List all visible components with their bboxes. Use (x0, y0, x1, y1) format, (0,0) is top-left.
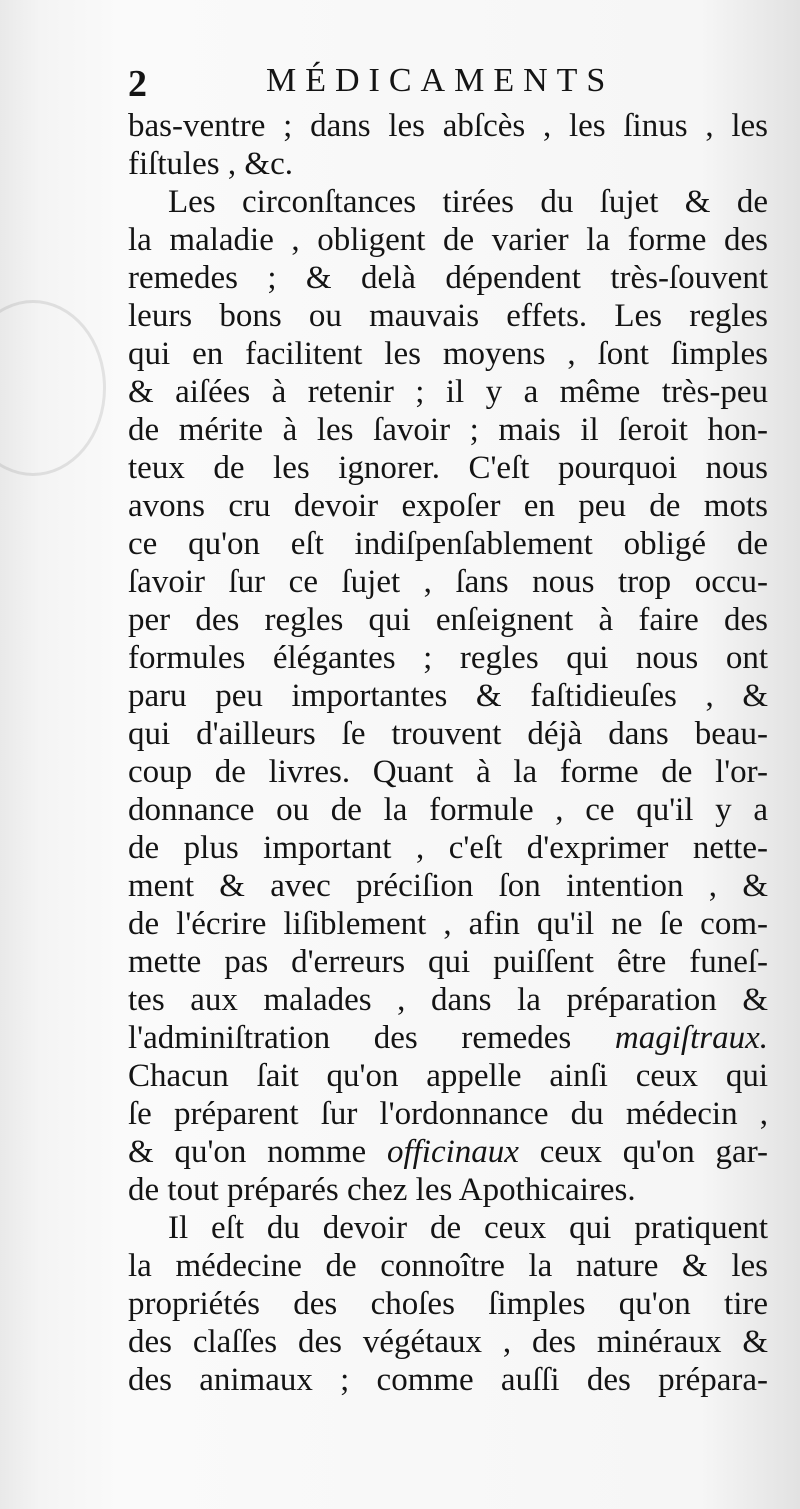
text-line: de mérite à les ſavoir ; mais il ſeroit hon- (128, 412, 768, 448)
text-line: de plus important , c'eſt d'exprimer nette- (128, 830, 768, 866)
text-line: Il eſt du devoir de ceux qui pratiquent (168, 1210, 768, 1246)
text-line: avons cru devoir expoſer en peu de mots (128, 488, 768, 524)
text-line-magistraux (128, 1019, 768, 1057)
text-line: des claſſes des végétaux , des minéraux & (128, 1324, 768, 1360)
text-line: bas-ventre ; dans les abſcès , les ſinus , les (128, 108, 768, 144)
text-line: paru peu importantes & faſtidieuſes , & (128, 678, 768, 714)
text-line: propriétés des choſes ſimples qu'on tire (128, 1286, 768, 1322)
italic-word-officinaux: officinaux (386, 1134, 519, 1170)
text-line: leurs bons ou mauvais effets. Les regles (128, 298, 768, 334)
text-line: donnance ou de la formule , ce qu'il y a (128, 792, 768, 828)
text-line: Chacun ſait qu'on appelle ainſi ceux qui (128, 1058, 768, 1094)
text-segment: & qu'on nomme (128, 1134, 367, 1170)
text-line: qui en facilitent les moyens , ſont ſimples (128, 336, 768, 372)
text-line: ment & avec préciſion ſon intention , & (128, 868, 768, 904)
body-text (128, 107, 768, 1399)
text-line: de tout préparés chez les Apothicaires. (128, 1172, 636, 1208)
running-title: MÉDICAMENTS (266, 62, 615, 99)
page-number: 2 (128, 63, 147, 105)
text-line: Les circonſtances tirées du ſujet & de (168, 184, 768, 220)
text-line: mette pas d'erreurs qui puiſſent être funeſ- (128, 944, 768, 980)
text-line-officinaux (128, 1133, 768, 1171)
text-line: ſavoir ſur ce ſujet , ſans nous trop occu- (128, 564, 768, 600)
text-line: de l'écrire liſiblement , afin qu'il ne ſe com- (128, 906, 768, 942)
text-line: & aiſées à retenir ; il y a même très-peu (128, 374, 768, 410)
text-segment: ceux qu'on gar- (539, 1134, 769, 1170)
library-stamp (0, 300, 106, 476)
text-line: formules élégantes ; regles qui nous ont (128, 640, 768, 676)
text-line: remedes ; & delà dépendent très-ſouvent (128, 260, 768, 296)
page-header (128, 58, 648, 108)
text-line: tes aux malades , dans la préparation & (128, 982, 768, 1018)
text-line: la médecine de connoître la nature & les (128, 1248, 768, 1284)
text-line: fiſtules , &c. (128, 146, 293, 182)
text-line: per des regles qui enſeignent à faire des (128, 602, 768, 638)
text-line: qui d'ailleurs ſe trouvent déjà dans beau- (128, 716, 768, 752)
text-line: ce qu'on eſt indiſpenſablement obligé de (128, 526, 768, 562)
text-line: ſe préparent ſur l'ordonnance du médecin , (128, 1096, 768, 1132)
italic-word-magistraux: magiſtraux. (614, 1020, 768, 1056)
text-line: teux de les ignorer. C'eſt pourquoi nous (128, 450, 768, 486)
text-line: la maladie , obligent de varier la forme des (128, 222, 768, 258)
text-segment: l'adminiſtration des remedes (128, 1020, 572, 1056)
text-line: coup de livres. Quant à la forme de l'or- (128, 754, 768, 790)
text-line: des animaux ; comme auſſi des prépara- (128, 1362, 768, 1398)
